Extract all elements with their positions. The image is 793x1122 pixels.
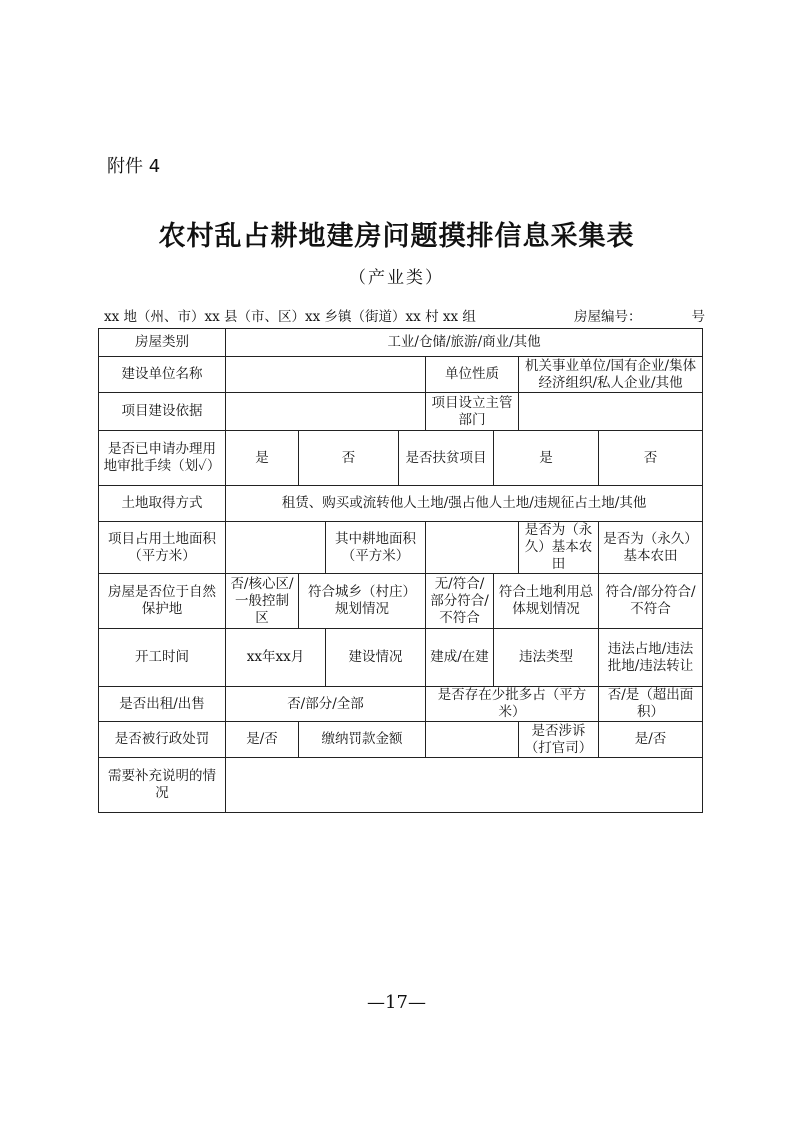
house-number-suffix: 号 <box>691 309 705 325</box>
project-dept-label: 项目设立主管部门 <box>426 393 519 431</box>
over-occupy-label: 是否存在少批多占（平方米） <box>426 687 599 722</box>
over-occupy-value[interactable]: 否/是（超出面积） <box>599 687 703 722</box>
row-penalty <box>99 722 703 758</box>
land-approval-yes[interactable]: 是 <box>226 431 299 486</box>
penalty-value[interactable]: 是/否 <box>226 722 299 758</box>
house-number-label: 房屋编号： <box>574 309 642 325</box>
row-land-acquire <box>99 486 703 522</box>
permanent-farmland-value[interactable]: 是否为（永久）基本农田 <box>599 522 703 574</box>
start-time-value[interactable]: xx年xx月 <box>226 629 326 687</box>
house-number <box>574 305 705 325</box>
page-number: —17— <box>367 992 426 1013</box>
town-plan-value[interactable]: 无/符合/部分符合/不符合 <box>426 574 494 629</box>
land-acquire-value[interactable]: 租赁、购买或流转他人土地/强占他人土地/违规征占土地/其他 <box>226 486 703 522</box>
build-status-value[interactable]: 建成/在建 <box>426 629 494 687</box>
project-dept-field[interactable] <box>519 393 703 431</box>
row-builder <box>99 357 703 393</box>
nature-reserve-value[interactable]: 否/核心区/一般控制区 <box>226 574 299 629</box>
fine-label: 缴纳罚款金额 <box>299 722 426 758</box>
house-type-label: 房屋类别 <box>99 329 226 357</box>
notes-label: 需要补充说明的情况 <box>99 758 226 813</box>
unit-nature-value[interactable]: 机关事业单位/国有企业/集体经济组织/私人企业/其他 <box>519 357 703 393</box>
rent-sale-value[interactable]: 否/部分/全部 <box>226 687 426 722</box>
row-land-approval <box>99 431 703 486</box>
lawsuit-label: 是否涉诉（打官司） <box>519 722 599 758</box>
lawsuit-value[interactable]: 是/否 <box>599 722 703 758</box>
row-rent-sale <box>99 687 703 722</box>
project-basis-label: 项目建设依据 <box>99 393 226 431</box>
start-time-label: 开工时间 <box>99 629 226 687</box>
builder-name-field[interactable] <box>226 357 426 393</box>
row-nature-plan <box>99 574 703 629</box>
arable-area-label: 其中耕地面积（平方米） <box>326 522 426 574</box>
notes-field[interactable] <box>226 758 703 813</box>
row-house-type <box>99 329 703 357</box>
project-area-label: 项目占用土地面积（平方米） <box>99 522 226 574</box>
fine-field[interactable] <box>426 722 519 758</box>
rent-sale-label: 是否出租/出售 <box>99 687 226 722</box>
land-approval-no[interactable]: 否 <box>299 431 399 486</box>
poverty-no[interactable]: 否 <box>599 431 703 486</box>
house-type-value[interactable]: 工业/仓储/旅游/商业/其他 <box>226 329 703 357</box>
project-area-field[interactable] <box>226 522 326 574</box>
attachment-label: 附件 4 <box>107 156 161 177</box>
row-area <box>99 522 703 574</box>
info-form-table <box>98 328 703 813</box>
project-basis-field[interactable] <box>226 393 426 431</box>
permanent-farmland-label: 是否为（永久）基本农田 <box>519 522 599 574</box>
landuse-plan-value[interactable]: 符合/部分符合/不符合 <box>599 574 703 629</box>
landuse-plan-label: 符合土地利用总体规划情况 <box>494 574 599 629</box>
build-status-label: 建设情况 <box>326 629 426 687</box>
land-acquire-label: 土地取得方式 <box>99 486 226 522</box>
row-start-time <box>99 629 703 687</box>
unit-nature-label: 单位性质 <box>426 357 519 393</box>
form-title: 农村乱占耕地建房问题摸排信息采集表 <box>158 221 635 252</box>
row-project-basis <box>99 393 703 431</box>
nature-reserve-label: 房屋是否位于自然保护地 <box>99 574 226 629</box>
poverty-label: 是否扶贫项目 <box>399 431 494 486</box>
land-approval-label: 是否已申请办理用地审批手续（划✓） <box>99 431 226 486</box>
form-subtitle: （产业类） <box>349 268 444 288</box>
builder-name-label: 建设单位名称 <box>99 357 226 393</box>
poverty-yes[interactable]: 是 <box>494 431 599 486</box>
violation-type-label: 违法类型 <box>494 629 599 687</box>
row-notes <box>99 758 703 813</box>
town-plan-label: 符合城乡（村庄）规划情况 <box>299 574 426 629</box>
arable-area-field[interactable] <box>426 522 519 574</box>
violation-type-value[interactable]: 违法占地/违法批地/违法转让 <box>599 629 703 687</box>
location-line: xx 地（州、市）xx 县（市、区）xx 乡镇（街道）xx 村 xx 组 <box>104 309 476 325</box>
penalty-label: 是否被行政处罚 <box>99 722 226 758</box>
